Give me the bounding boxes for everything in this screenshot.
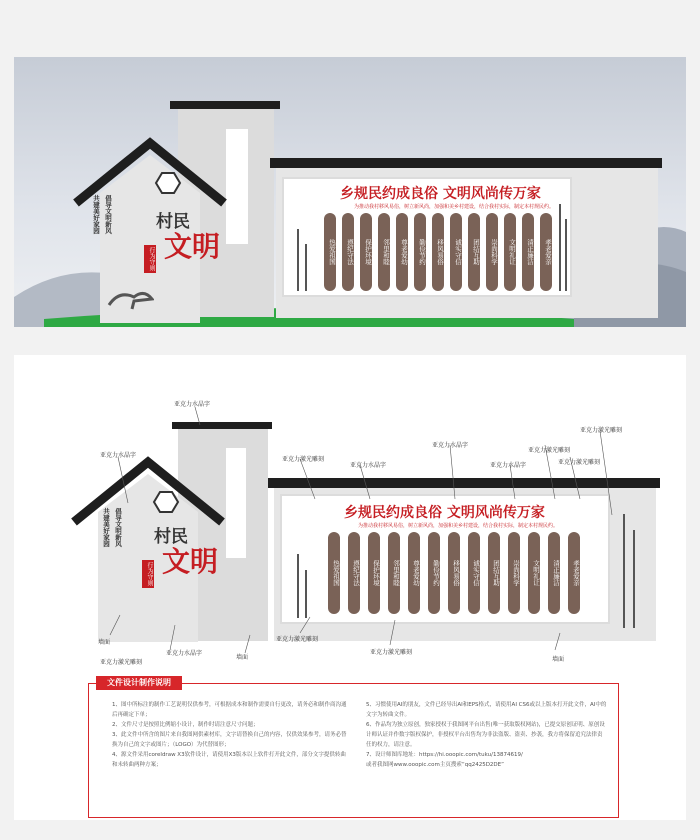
plaque: 孝老爱亲	[568, 532, 580, 614]
long-wall-roof	[270, 158, 662, 168]
plaque: 遵纪守法	[342, 213, 354, 291]
plaque: 文明礼让	[528, 532, 540, 614]
info-left	[112, 700, 357, 770]
info-line: 后再确定下单；	[112, 712, 151, 718]
emblem-line1: 村民	[156, 212, 190, 232]
info-line: 1、图中所标注的制作工艺说明仅供参考，可根据成本和制作需要自行更改，请务必和制作商沟通	[112, 702, 347, 708]
info-line: 和未转曲两种方案；	[112, 762, 162, 768]
info-line: 6、作品均为独立原创，独家授权于我图网平台出售(唯一获取版权网站)，已提交原创证明、原创设	[366, 722, 605, 728]
side-text-2: 共建美好家园	[92, 195, 100, 234]
info-line: 换为自己的文字或图片；（LOGO）为代替图形；	[112, 742, 230, 748]
pine-tree-icon	[104, 285, 154, 310]
emblem-badge-b: 行为守则	[142, 560, 154, 588]
plaque: 邻里和睦	[378, 213, 390, 291]
bamboo-left-icon	[290, 219, 314, 291]
slogan-sub: 为推动我村移风易俗，树立新风尚，加强和美乡村建设，结合我村实际，制定本村规民约。	[354, 204, 555, 210]
side-text-1b: 倡导文明新风	[114, 508, 122, 547]
label-wall-3: 墙面	[552, 656, 565, 663]
label-laser-7: 亚克力激光雕刻	[370, 649, 413, 656]
info-line: 3、此文件中所含的图片来自我图网供素材库，文字请替换自己的内容，仅供效果参考，请务必替	[112, 732, 347, 738]
plaque: 移风易俗	[432, 213, 444, 291]
info-line: 计师认证并作数字版权保护，非授权平台出售均为非法盗版、盗卖、抄袭，我方将保留追究法律责	[366, 732, 603, 738]
render-panel	[14, 57, 686, 327]
plaque: 勤俭节约	[414, 213, 426, 291]
plaque: 勤俭节约	[428, 532, 440, 614]
plaque: 保护环境	[360, 213, 372, 291]
plaque: 清正廉洁	[548, 532, 560, 614]
slogan-sub-2: 为推动我村移风易俗，树立新风尚，加强和美乡村建设，结合我村实际，制定本村规民约。	[358, 523, 559, 529]
label-laser-6: 亚克力激光雕刻	[276, 636, 319, 643]
tower-roof	[170, 101, 280, 109]
plaque: 热爱祖国	[324, 213, 336, 291]
label-crystal-4: 亚克力水晶字	[490, 462, 527, 469]
info-line: 2、文件尺寸是按照比例缩小设计，制作时请注意尺寸问题；	[112, 722, 259, 728]
label-crystal-5: 亚克力水晶字	[166, 650, 203, 657]
plaque: 保护环境	[368, 532, 380, 614]
label-wall-2: 墙面	[236, 654, 249, 661]
info-line: 文字为转曲文件。	[366, 712, 411, 718]
plaque: 热爱祖国	[328, 532, 340, 614]
label-laser-1: 亚克力激光雕刻	[282, 456, 325, 463]
emblem-line2b: 文明	[162, 545, 219, 578]
callout-lines	[0, 395, 700, 675]
info-title: 文件设计制作说明	[96, 676, 182, 690]
info-line: 任的权力，请注意。	[366, 742, 416, 748]
info-line: 5、习惯使用AI的朋友，文件已经导出AI和EPS格式，请使用AI CS6或以上版本打开此文件，AI中的	[366, 702, 607, 708]
label-crystal-3: 亚克力水晶字	[432, 442, 469, 449]
info-line: 或者我图网www.ooopic.com主页搜索“qq2425D2DE”	[366, 762, 504, 768]
emblem-line1b: 村民	[154, 527, 188, 547]
label-laser-4: 亚克力激光雕刻	[580, 427, 623, 434]
info-line[interactable]: 7、设计师图库地址：https://hi.ooopic.com/tuku/13874619/	[366, 752, 523, 758]
plaque: 清正廉洁	[522, 213, 534, 291]
label-crystal-2: 亚克力水晶字	[350, 462, 387, 469]
plaque: 孝老爱亲	[540, 213, 552, 291]
plaque: 尊老爱幼	[408, 532, 420, 614]
bamboo-right-icon	[554, 199, 572, 291]
emblem-badge: 行为守则	[144, 245, 156, 273]
plaque: 遵纪守法	[348, 532, 360, 614]
slogan-board	[282, 177, 572, 297]
plaque: 诚实守信	[450, 213, 462, 291]
plaque: 崇尚科学	[508, 532, 520, 614]
info-line: 4、源文件采用coreldraw X3软件设计，请使用X3版本以上软件打开此文件，部分文字提供转曲	[112, 752, 346, 758]
label-laser-3: 亚克力激光雕刻	[558, 459, 601, 466]
plaque: 文明礼让	[504, 213, 516, 291]
label-laser-5: 亚克力激光雕刻	[100, 659, 143, 666]
label-wall-1: 墙面	[98, 639, 111, 646]
side-text-1: 倡导文明新风	[104, 195, 112, 234]
label-crystal-left: 亚克力水晶字	[100, 452, 137, 459]
plaque: 崇尚科学	[486, 213, 498, 291]
slogan-headline-2: 乡规民约成良俗 文明风尚传万家	[344, 505, 545, 521]
side-text-2b: 共建美好家园	[102, 508, 110, 547]
slogan-headline: 乡规民约成良俗 文明风尚传万家	[340, 186, 541, 202]
plaque: 尊老爱幼	[396, 213, 408, 291]
label-laser-2: 亚克力激光雕刻	[528, 447, 571, 454]
plaque: 邻里和睦	[388, 532, 400, 614]
emblem-line2: 文明	[164, 230, 221, 263]
info-right	[366, 700, 614, 770]
label-crystal-top: 亚克力水晶字	[174, 401, 211, 408]
plaque: 诚实守信	[468, 532, 480, 614]
plaque: 移风易俗	[448, 532, 460, 614]
plaque: 团结互助	[468, 213, 480, 291]
plaque: 团结互助	[488, 532, 500, 614]
